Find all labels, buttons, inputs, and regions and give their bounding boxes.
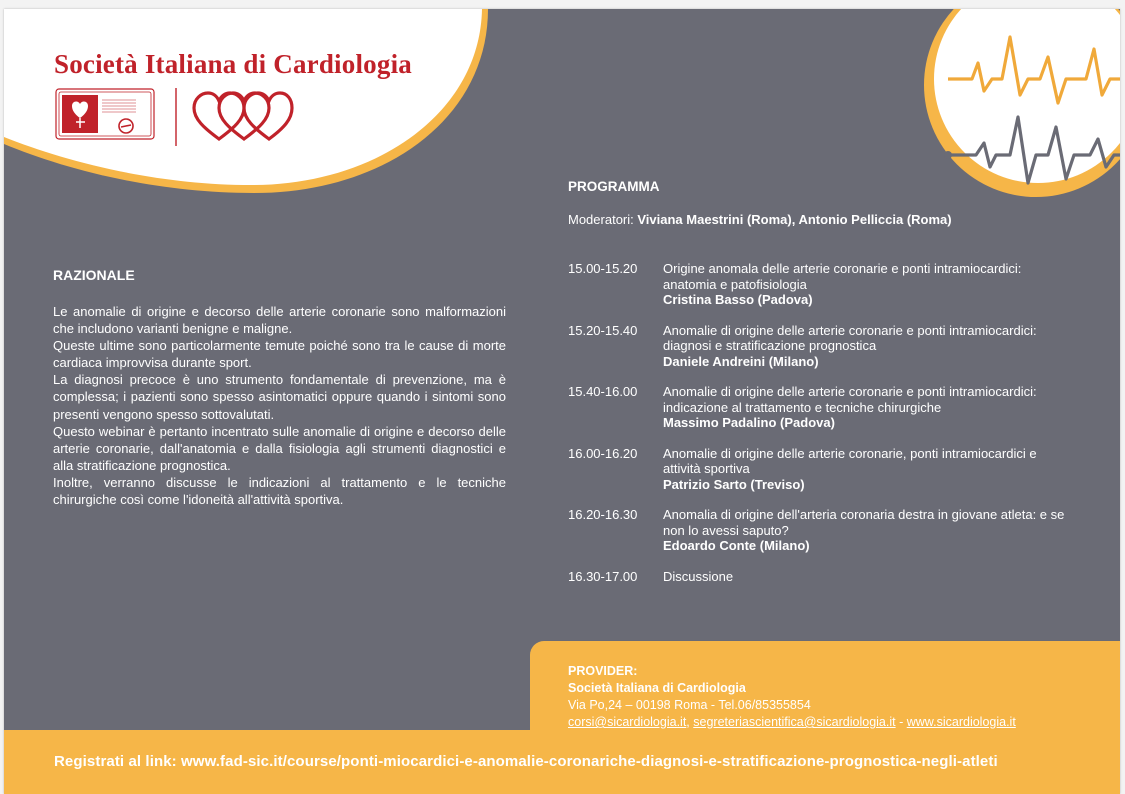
programma-speaker: Daniele Andreini (Milano) — [663, 353, 819, 369]
provider-title: PROVIDER: — [568, 664, 638, 678]
programma-title: PROGRAMMA — [568, 179, 660, 194]
programma-time: 15.20-15.40 — [568, 322, 638, 338]
programma-time: 15.00-15.20 — [568, 261, 638, 276]
programma-item — [568, 446, 1068, 493]
programma-item — [568, 261, 1068, 308]
razionale-paragraph: Questo webinar è pertanto incentrato sulle anomalie di origine e decorso delle arterie coronarie, dall'anatomia e dalla fisiologia agli strumenti diagnostici e alla stratificazione prognostica. — [53, 423, 506, 473]
register-link[interactable]: Registrati al link: www.fad-sic.it/course/ponti-miocardici-e-anomalie-coronariche-diagnosi-e-stratificazione-prognostica-negli-atleti — [54, 753, 998, 770]
programma-talk-title: Anomalia di origine dell'arteria coronaria destra in giovane atleta: e se non lo avessi saputo? — [663, 507, 1065, 538]
provider-org: Società Italiana di Cardiologia — [568, 681, 746, 695]
razionale-paragraph: La diagnosi precoce è uno strumento fondamentale di prevenzione, ma è complessa; i pazienti sono spesso asintomatici oppure quando i sintomi sono presenti vengono spesso sottovalutati. — [53, 372, 506, 422]
ecg-heartbeat-icon — [918, 9, 1120, 209]
programma-time: 16.30-17.00 — [568, 568, 638, 584]
link-separator: - — [895, 715, 907, 729]
programma-talk-title: Origine anomala delle arterie coronarie e ponti intramiocardici: anatomia e patofisiologia — [663, 261, 1022, 292]
brochure-page — [4, 9, 1120, 794]
moderators-names: Viviana Maestrini (Roma), Antonio Pelliccia (Roma) — [637, 212, 952, 227]
razionale-paragraph: Le anomalie di origine e decorso delle arterie coronarie sono malformazioni che includono varianti benigne e maligne. — [53, 304, 506, 337]
org-name: Società Italiana di Cardiologia — [54, 49, 412, 79]
programma-time: 16.00-16.20 — [568, 445, 638, 461]
programma-talk-title: Discussione — [663, 568, 734, 584]
razionale-paragraph: Inoltre, verranno discusse le indicazioni al trattamento e le tecniche chirurgiche così come l'idoneità all'attività sportiva. — [53, 474, 506, 508]
razionale-paragraph: Queste ultime sono particolarmente temute poiché sono tra le cause di morte cardiaca improvvisa durante sport. — [53, 338, 506, 371]
programma-speaker: Edoardo Conte (Milano) — [663, 538, 810, 553]
programma-talk-title: Anomalie di origine delle arterie coronarie e ponti intramiocardici: indicazione al trattamento e tecniche chirurgiche — [663, 384, 1037, 415]
programma-speaker: Patrizio Sarto (Treviso) — [663, 476, 805, 492]
programma-list — [568, 261, 1068, 599]
programma-talk-title: Anomalie di origine delle arterie coronarie, ponti intramiocardici e attività sportiva — [663, 445, 1037, 476]
provider-email-link[interactable]: corsi@sicardiologia.it — [568, 715, 687, 729]
three-hearts-icon — [194, 93, 292, 139]
footer-bar — [4, 730, 1120, 794]
logos — [54, 86, 294, 148]
moderators-label: Moderatori: — [568, 212, 638, 227]
programma-speaker: Massimo Padalino (Padova) — [663, 415, 835, 430]
programma-time: 15.40-16.00 — [568, 384, 638, 399]
razionale-title: RAZIONALE — [53, 267, 135, 283]
programma-item — [568, 569, 1068, 585]
razionale-text — [53, 303, 506, 508]
programma-item — [568, 384, 1068, 431]
programma-item — [568, 507, 1068, 554]
provider-links — [568, 714, 1016, 731]
programma-time: 16.20-16.30 — [568, 507, 638, 522]
programma-item — [568, 323, 1068, 370]
provider-secretary-email-link[interactable]: segreteriascientifica@sicardiologia.it — [693, 715, 896, 729]
provider-address: Via Po,24 – 00198 Roma - Tel.06/85355854 — [568, 698, 811, 712]
programma-talk-title: Anomalie di origine delle arterie coronarie e ponti intramiocardici: diagnosi e stratificazione prognostica — [663, 322, 1037, 353]
programma-speaker: Cristina Basso (Padova) — [663, 292, 813, 307]
provider-website-link[interactable]: www.sicardiologia.it — [906, 715, 1016, 729]
link-separator: , — [686, 715, 694, 729]
sic-emblem-icon — [56, 89, 154, 139]
moderators — [568, 212, 952, 227]
